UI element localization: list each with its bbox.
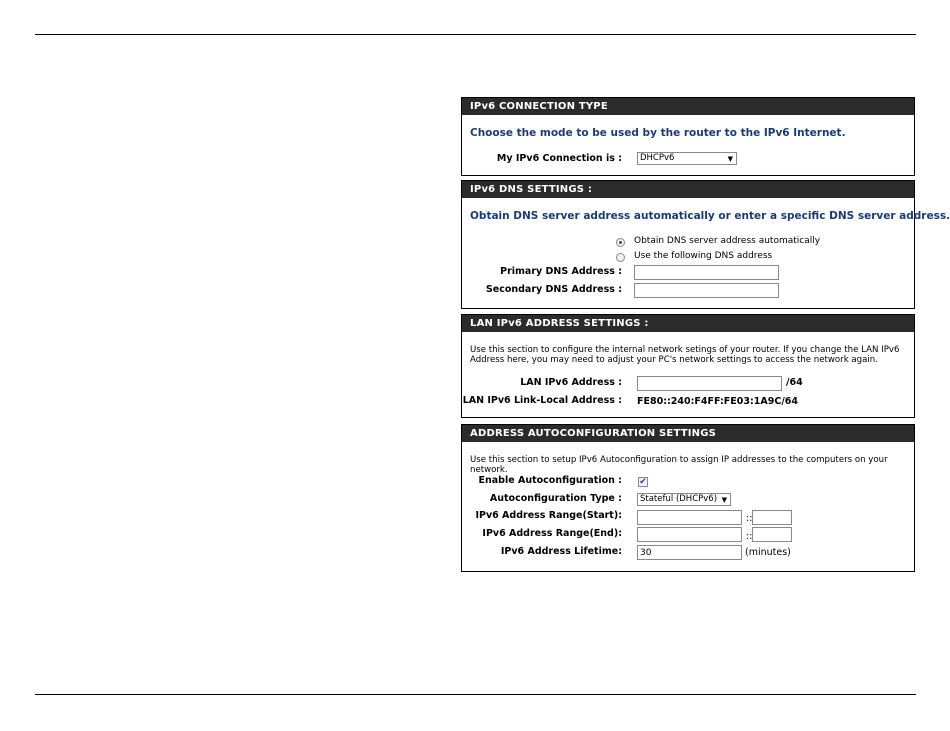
lifetime-unit: (minutes) xyxy=(745,547,791,558)
secondary-dns-input[interactable] xyxy=(634,283,779,298)
enable-autoconfig-checkbox[interactable] xyxy=(638,477,648,487)
link-local-value: FE80::240:F4FF:FE03:1A9C/64 xyxy=(637,396,799,407)
connection-prompt: Choose the mode to be used by the router to the IPv6 Internet. xyxy=(470,127,846,139)
primary-dns-input[interactable] xyxy=(634,265,779,280)
connection-type-label: My IPv6 Connection is : xyxy=(496,153,622,164)
ipv6-dns-settings-panel xyxy=(461,180,950,309)
autoconfig-type-value: Stateful (DHCPv6) xyxy=(640,494,718,504)
chevron-down-icon: ▼ xyxy=(727,155,733,163)
range-start-prefix-input[interactable] xyxy=(637,510,742,525)
lan-address-input[interactable] xyxy=(637,376,782,391)
panel-header: IPv6 CONNECTION TYPE xyxy=(462,98,914,115)
range-end-label: IPv6 Address Range(End): xyxy=(482,528,622,539)
connection-type-select[interactable] xyxy=(637,152,737,165)
autoconfig-type-label: Autoconfiguration Type : xyxy=(489,493,622,504)
top-divider xyxy=(35,34,916,35)
chevron-down-icon: ▼ xyxy=(721,496,727,504)
primary-dns-label: Primary DNS Address : xyxy=(500,266,622,277)
range-end-prefix-input[interactable] xyxy=(637,527,742,542)
prefix-length: /64 xyxy=(786,377,803,388)
dns-prompt: Obtain DNS server address automatically or enter a specific DNS server address. xyxy=(470,210,950,222)
panel-header: IPv6 DNS SETTINGS : xyxy=(462,181,914,198)
lifetime-label: IPv6 Address Lifetime: xyxy=(500,546,622,557)
autoconfig-type-select[interactable] xyxy=(637,493,731,506)
dns-manual-radio[interactable] xyxy=(616,253,625,262)
panel-header: ADDRESS AUTOCONFIGURATION SETTINGS xyxy=(462,425,914,442)
connection-type-value: DHCPv6 xyxy=(640,153,675,163)
autoconfig-description: Use this section to setup IPv6 Autoconfiguration to assign IP addresses to the computers on your network. xyxy=(470,455,888,475)
enable-autoconfig-label: Enable Autoconfiguration : xyxy=(478,475,622,486)
bottom-divider xyxy=(35,694,916,695)
panel-header: LAN IPv6 ADDRESS SETTINGS : xyxy=(462,315,914,332)
autoconfig-panel xyxy=(461,424,915,572)
range-start-separator: :: xyxy=(746,513,753,524)
lifetime-input[interactable] xyxy=(637,545,742,560)
lan-address-label: LAN IPv6 Address : xyxy=(520,377,622,388)
dns-auto-label: Obtain DNS server address automatically xyxy=(634,236,821,246)
secondary-dns-label: Secondary DNS Address : xyxy=(485,284,622,295)
lan-description: Use this section to configure the internal network setings of your router. If you change the LAN IPv6 Address here, you may need to adjust your PC's network settings to access the network again. xyxy=(470,345,900,365)
range-end-separator: :: xyxy=(746,531,753,542)
range-start-label: IPv6 Address Range(Start): xyxy=(475,510,622,521)
link-local-label: LAN IPv6 Link-Local Address : xyxy=(462,395,622,406)
dns-auto-radio[interactable] xyxy=(616,238,625,247)
lan-ipv6-address-panel xyxy=(461,314,915,418)
range-end-suffix-input[interactable] xyxy=(752,527,792,542)
range-start-suffix-input[interactable] xyxy=(752,510,792,525)
ipv6-connection-type-panel xyxy=(461,97,915,176)
check-icon: ✔ xyxy=(639,477,647,487)
dns-manual-label: Use the following DNS address xyxy=(634,251,773,261)
